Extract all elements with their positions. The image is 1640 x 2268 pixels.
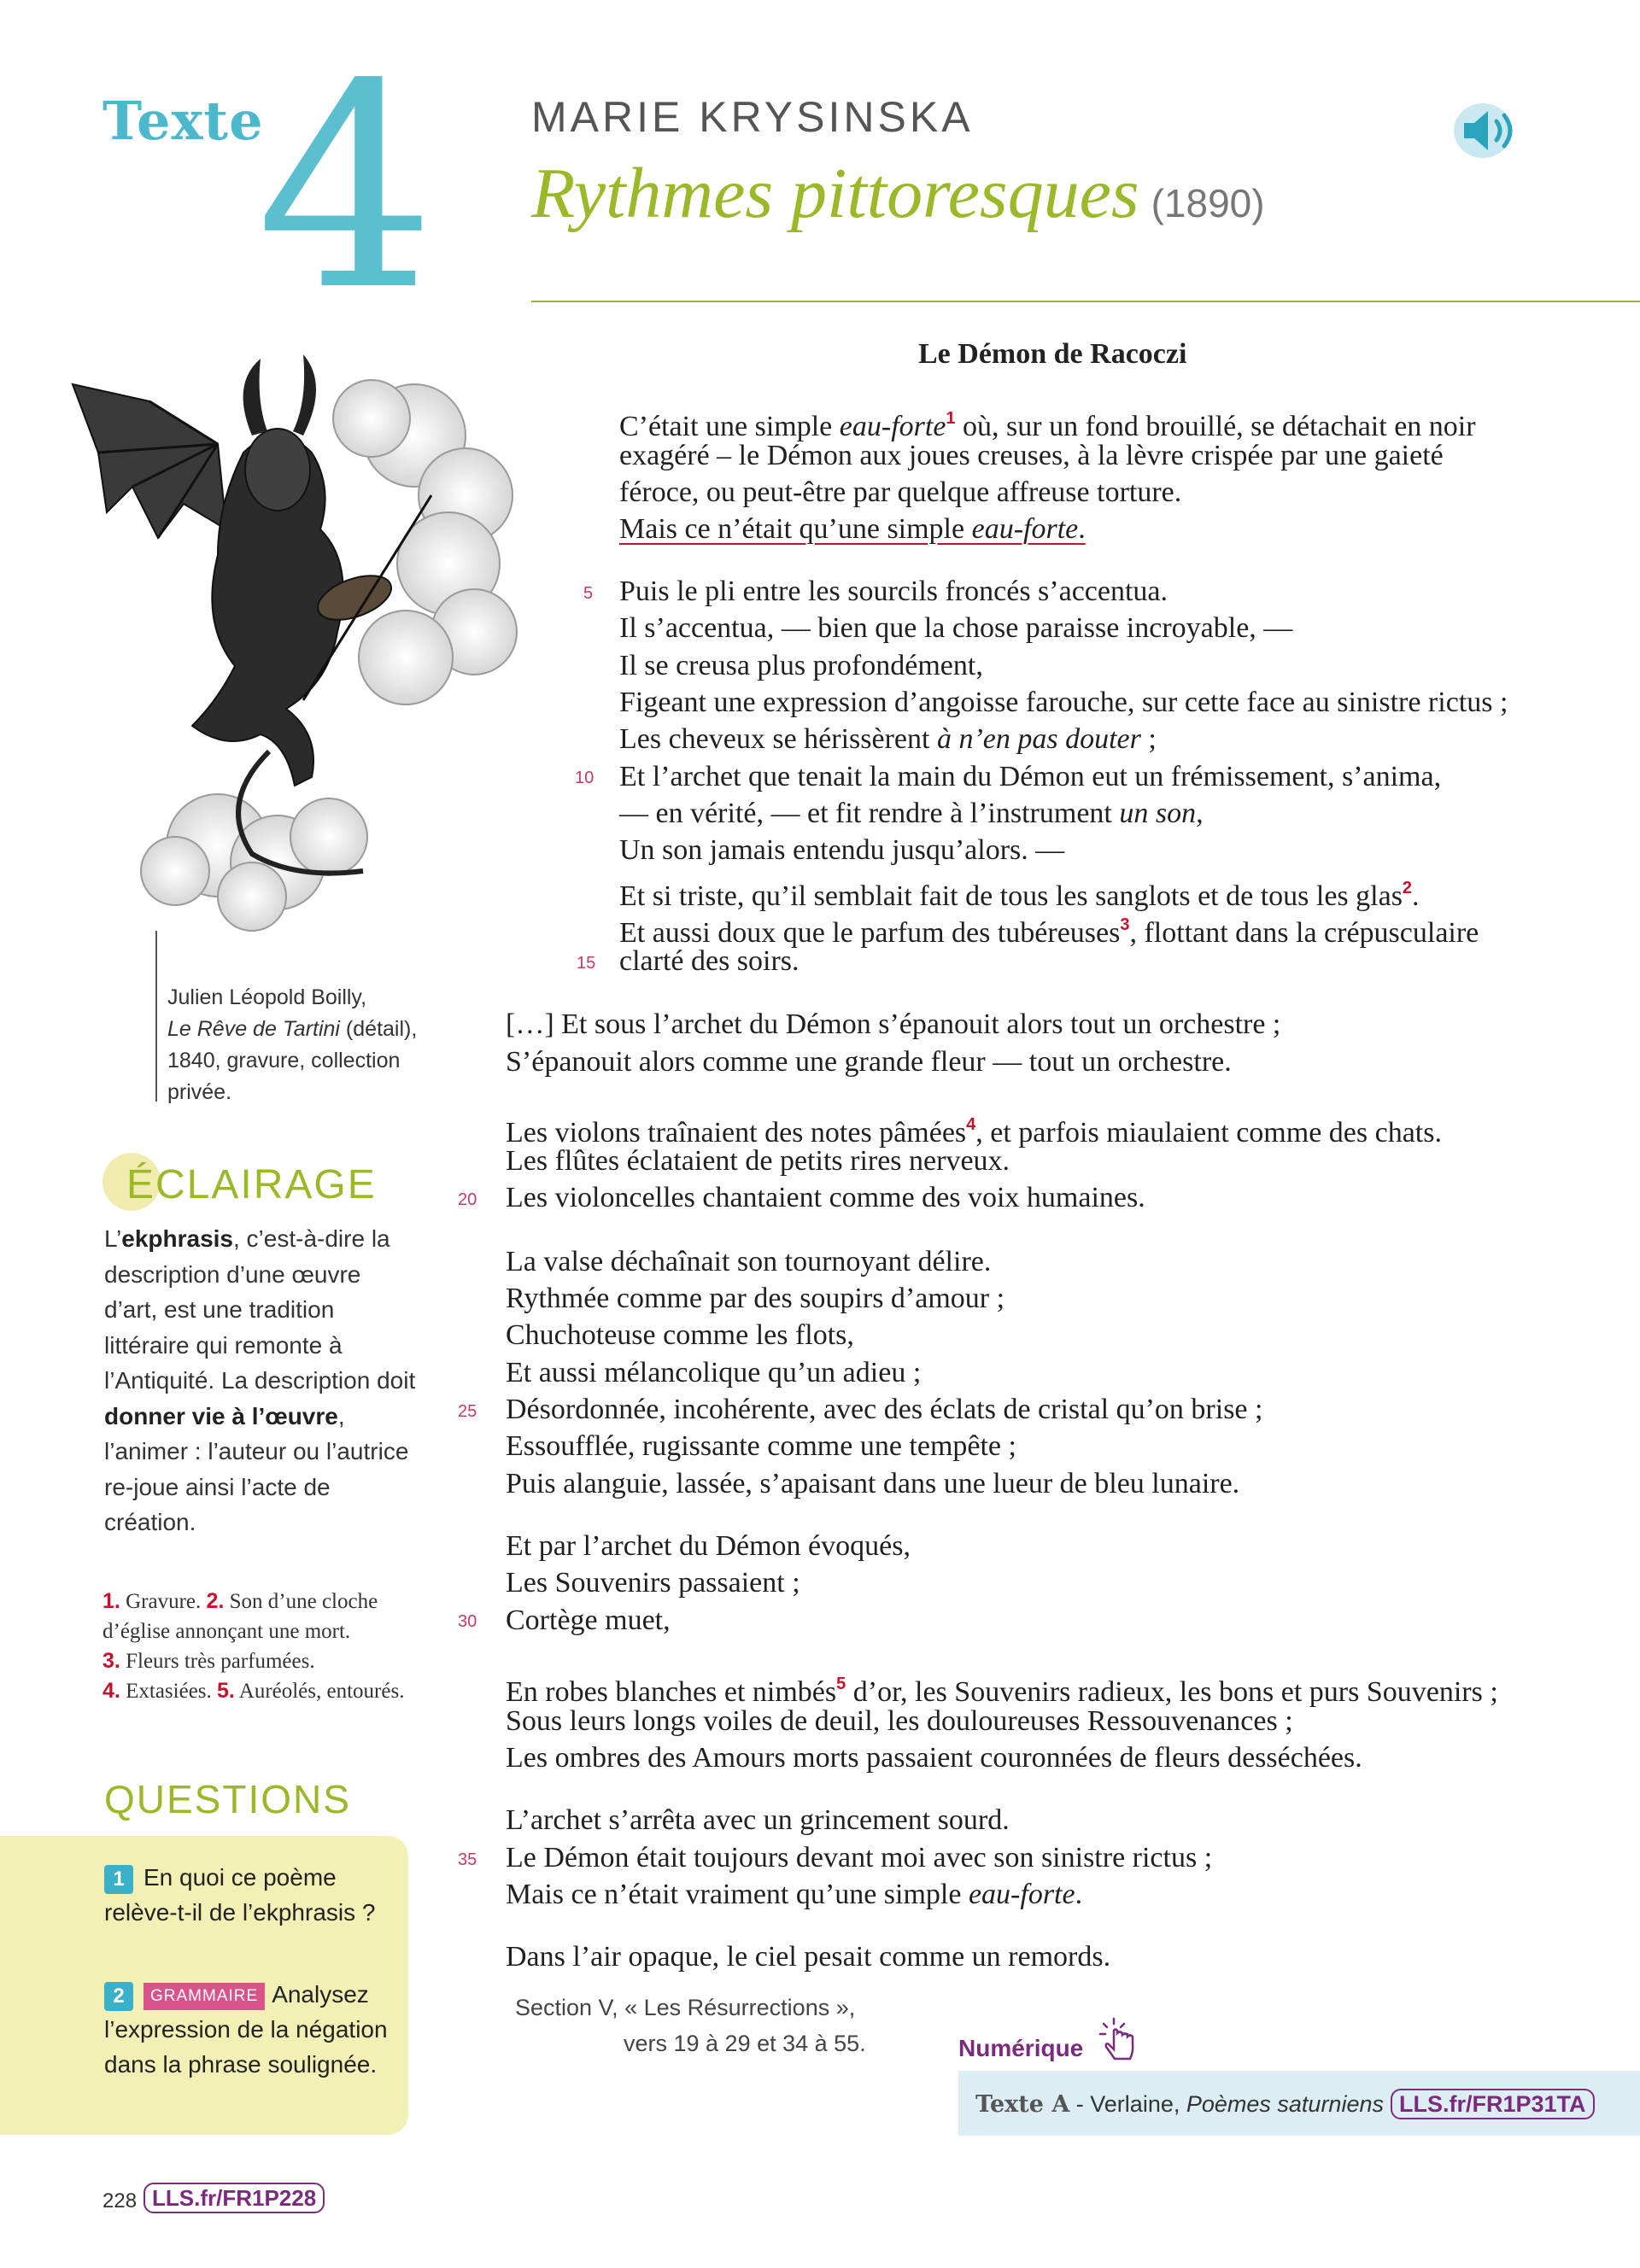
image-caption — [167, 982, 424, 1108]
poem-line: Les Souvenirs passaient ; — [506, 1567, 800, 1599]
page-number: 228 — [102, 2189, 138, 2212]
grammaire-tag: GRAMMAIRE — [144, 1983, 265, 2010]
poem-line: Et aussi doux que le parfum des tubéreuses$^3$, flottant dans la crépusculaire — [619, 915, 1479, 949]
footnotes: 1. Gravure. 2. Son d’une cloche d’église annonçant une mort. 3. Fleurs très parfumées. 4. Extasiées. 5. Auréolés, entourés. — [102, 1589, 405, 1703]
work-year: (1890) — [1151, 181, 1265, 225]
poem-line: S’épanouit alors comme une grande fleur — tout un orchestre. — [506, 1046, 1232, 1078]
poem-line: C’était une simple eau-forte$^1$ où, sur un fond brouillé, se détachait en noir — [619, 409, 1476, 442]
texte-label: Texte — [102, 90, 264, 152]
audio-button[interactable] — [1452, 101, 1531, 161]
demon-engraving-image — [47, 342, 525, 939]
footer-link-text[interactable]: LLS.fr/FR1P228 — [144, 2183, 325, 2213]
title-divider — [531, 301, 1640, 302]
poem-line: Mais ce n’était vraiment qu’une simple eau-forte. — [506, 1879, 1083, 1910]
poem-line: Le Démon était toujours devant moi avec son sinistre rictus ; — [506, 1842, 1213, 1873]
question-2-number: 2 — [104, 1982, 133, 2011]
poem-line: féroce, ou peut-être par quelque affreuse torture. — [619, 476, 1182, 508]
poem-title: Le Démon de Racoczi — [918, 338, 1187, 370]
poem-line: Les flûtes éclataient de petits rires nerveux. — [506, 1145, 1010, 1177]
author-name: MARIE KRYSINSKA — [531, 93, 974, 141]
poem-line: La valse déchaînait son tournoyant délire. — [506, 1246, 992, 1277]
eclairage-body: L’ekphrasis, c’est-à-dire la description d’une œuvre d’art, est une tradition littéraire qui remonte à l’Antiquité. La description doit donner vie à l’œuvre, l’animer : l’auteur ou l’autrice re-joue ainsi l’acte de création. — [104, 1225, 416, 1535]
line-number: 35 — [458, 1850, 477, 1869]
work-title-line — [531, 152, 1265, 235]
numerique-link-row: Texte A - Verlaine, Poèmes saturniens LLS.fr/FR1P31TA — [975, 2089, 1595, 2119]
poem-line: Désordonnée, incohérente, avec des éclats de cristal qu’on brise ; — [506, 1394, 1263, 1425]
caption-connector-line — [155, 931, 157, 1102]
poem-line: En robes blanches et nimbés$^5$ d’or, les Souvenirs radieux, les bons et purs Souvenirs ; — [506, 1675, 1498, 1708]
question-2-text: Analysez l’expression de la négation dans la phrase soulignée. — [104, 1981, 388, 2078]
question-1-number: 1 — [104, 1865, 133, 1894]
speaker-icon — [1452, 101, 1531, 161]
poem-line: — en vérité, — et fit rendre à l’instrument un son, — [619, 798, 1204, 829]
question-1 — [104, 1860, 403, 1930]
poem-line: Et l’archet que tenait la main du Démon eut un frémissement, s’anima, — [619, 761, 1442, 792]
text-number: 4 — [256, 24, 436, 352]
poem-line: Rythmée comme par des soupirs d’amour ; — [506, 1283, 1005, 1314]
underlined-sentence: Mais ce n’était qu’une simple eau-forte. — [619, 513, 1086, 545]
line-number: 5 — [583, 584, 594, 603]
caption-author: Julien Léopold Boilly, — [167, 985, 367, 1009]
poem-line: Les cheveux se hérissèrent à n’en pas douter ; — [619, 723, 1157, 755]
ekphrasis-term: ekphrasis — [121, 1225, 233, 1252]
source-reference-2: vers 19 à 29 et 34 à 55. — [624, 2031, 866, 2056]
poem-line: Cortège muet, — [506, 1605, 671, 1636]
line-number: 10 — [575, 769, 594, 787]
question-2 — [104, 1977, 403, 2082]
poem-line: Chuchoteuse comme les flots, — [506, 1319, 854, 1351]
poem-line: Puis le pli entre les sourcils froncés s’accentua. — [619, 576, 1168, 607]
line-number: 30 — [458, 1612, 477, 1631]
poem-line: Dans l’air opaque, le ciel pesait comme un remords. — [506, 1941, 1111, 1973]
caption-rest: (détail), 1840, gravure, collection privée. — [167, 1017, 418, 1104]
footer-link[interactable] — [137, 2183, 325, 2213]
poem-line: exagéré – le Démon aux joues creuses, à la lèvre crispée par une gaieté — [619, 440, 1444, 471]
poem-line: Sous leurs longs voiles de deuil, les douloureuses Ressouvenances ; — [506, 1705, 1293, 1737]
caption-title: Le Rêve de Tartini — [167, 1017, 340, 1041]
questions-title: QUESTIONS — [104, 1777, 351, 1821]
saturniens-title: Poèmes saturniens — [1186, 2091, 1384, 2117]
eclairage-title: ÉCLAIRAGE — [126, 1162, 377, 1207]
poem-line: […] Et sous l’archet du Démon s’épanouit alors tout un orchestre ; — [506, 1008, 1281, 1040]
poem-line: Essoufflée, rugissante comme une tempête ; — [506, 1430, 1016, 1462]
numerique-link[interactable]: LLS.fr/FR1P31TA — [1391, 2089, 1595, 2119]
numerique-label: Numérique — [958, 2035, 1084, 2061]
poem-line: Les ombres des Amours morts passaient couronnées de fleurs desséchées. — [506, 1742, 1362, 1774]
line-number: 20 — [458, 1190, 477, 1209]
poem-line: clarté des soirs. — [619, 945, 800, 977]
poem-line: Et aussi mélancolique qu’un adieu ; — [506, 1357, 922, 1388]
poem-line: Un son jamais entendu jusqu’alors. — — [619, 834, 1065, 866]
eclairage-emphasis: donner vie à l’œuvre — [104, 1402, 338, 1429]
texte-a-label: Texte A — [975, 2091, 1070, 2118]
poem-line: Il s’accentua, — bien que la chose paraisse incroyable, — — [619, 612, 1293, 644]
line-number: 15 — [577, 954, 596, 973]
poem-line: Puis alanguie, lassée, s’apaisant dans une lueur de bleu lunaire. — [506, 1468, 1240, 1499]
poem-line: Les violons traînaient des notes pâmées$^4$, et parfois miaulaient comme des chats. — [506, 1115, 1442, 1149]
question-1-text: En quoi ce poème relève-t-il de l’ekphrasis ? — [104, 1864, 376, 1926]
poem-line: Figeant une expression d’angoisse farouche, sur cette face au sinistre rictus ; — [619, 687, 1508, 718]
line-number: 25 — [458, 1402, 477, 1421]
poem-line: Les violoncelles chantaient comme des voix humaines. — [506, 1182, 1145, 1213]
poem-line: Et par l’archet du Démon évoqués, — [506, 1530, 911, 1562]
poem-line: L’archet s’arrêta avec un grincement sourd. — [506, 1804, 1010, 1836]
poem-line: Il se creusa plus profondément, — [619, 650, 983, 681]
work-title: Rythmes pittoresques — [531, 154, 1139, 233]
poem-line: Et si triste, qu’il semblait fait de tous les sanglots et de tous les glas$^2$. — [619, 879, 1420, 912]
source-reference-1: Section V, « Les Résurrections », — [515, 1995, 856, 2020]
hand-click-icon — [1095, 2014, 1146, 2065]
